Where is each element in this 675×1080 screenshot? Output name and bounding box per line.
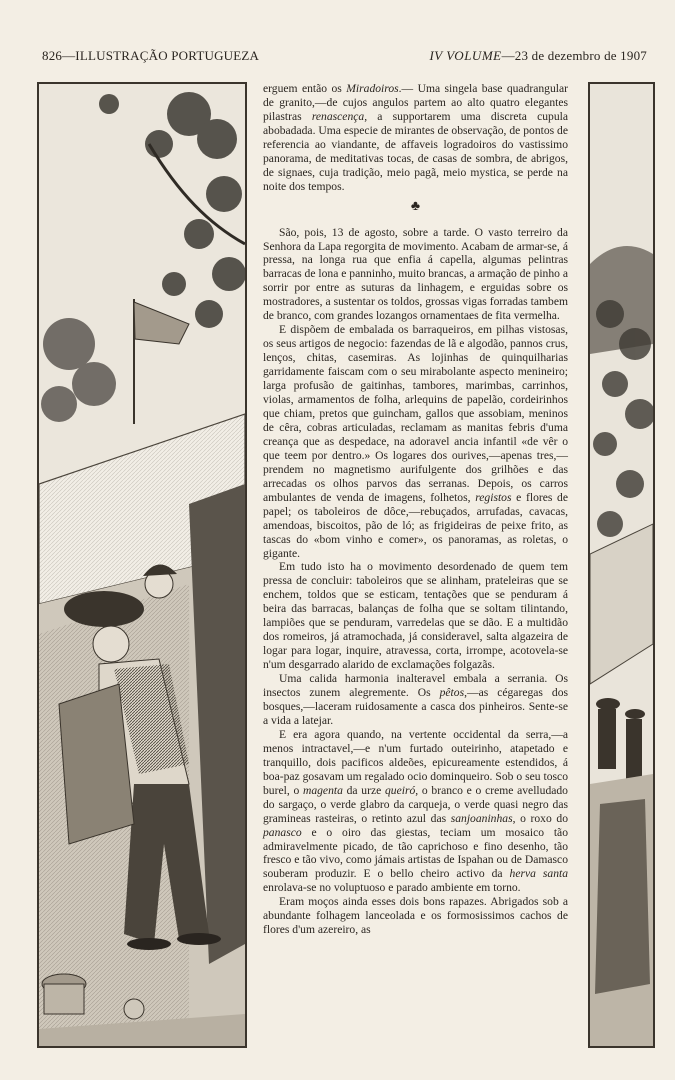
article-paragraph: São, pois, 13 de agosto, sobre a tarde. O vasto terreiro da Senhora da Lapa regorgita de movimento. Acabam de armar-se, á pressa, na longa rua que enfia á capella, algumas pelintras barracas de lona e panninho, muito brancas, a armação de pinho a sorrir por entre as suturas da linhagem, e erguidas sobre os mostradores, a sustentar os toldos, grossas vigas forradas tambem de branco, com grandes lozangos ornamentaes de fita vermelha. [263, 225, 568, 323]
header-volume: IV VOLUME [429, 48, 502, 63]
article-paragraph: Eram moços ainda esses dois bons rapazes. Abrigados sob a abundante folhagem lanceolada e os formosissimos cachos de flores d'um azereiro, as [263, 895, 568, 937]
article-text-column [263, 82, 568, 937]
fair-stall-illustration-image [39, 84, 245, 1046]
article-paragraph: E era agora quando, na vertente occidental da serra,—a menos intractavel,—e n'um furtado outeirinho, atapetado e tranquillo, dois pacificos aldeões, epicureamente estendidos, á boa-paz gosavam um regalado ocio dominqueiro. Sob o seu tosco burel, o magenta da urze queiró, o branco e o creme avelludado do sargaço, o verde glabro da carqueja, o verde quasi negro das gramineas rasteiras, o retinto azul das sanjoaninhas, o roxo do panasco e o oiro das giestas, teciam um mosaico tão admiravelmente picado, de tão caprichoso e fino desenho, tão fresco e tão vivo, como jámais artistas de Ispahan ou de Damasco souberam produzir. E o bello cheiro activo da herva santa enrolava-se no voluptuoso e parado ambiente em torno. [263, 727, 569, 895]
right-illustration [588, 82, 655, 1048]
article-paragraph: E dispõem de embalada os barraqueiros, em pilhas vistosas, os seus artigos de negocio: fazendas de lã e algodão, pannos crus, lenços, chitas, casemiras. As lojinhas de quinquilharias garridamente faiscam com o seu mirabolante aspecto menineiro; larga profusão de gaitinhas, tambores, marimbas, carrinhos, violas, armamentos de folha, arlequins de papelão, cordeirinhos que chiam, pretos que guincham, gallos que assobiam, meninos de cêra, cobras articuladas, reclamam as manitas febris d'uma creança que as despedace, na adoravel ancia infantil «de vêr o que teem por dentro.» Os logares dos ourives,—apenas tres,—prendem no magnetismo aurifulgente dos grilhões e das arrecadas os olhos parvos das serranas. Depois, os carros ambulantes de venda de imagens, folhetos, registos e flores de papel; os taboleiros de dôce,—rebuçados, arrufadas, cavacas, amendoas, biscoitos, pão de ló; as frigideiras de peixe frito, as tascas do «bom vinho e comer», os panoramas, as roletas, o gigante. [263, 323, 569, 560]
club-ornament-icon: ♣ [410, 198, 421, 214]
header-page-title: 826—ILLUSTRAÇÃO PORTUGUEZA [42, 48, 260, 63]
header-date: —23 de dezembro de 1907 [501, 48, 647, 63]
article-paragraph: Em tudo isto ha o movimento desordenado de quem tem pressa de concluir: taboleiros que se alinham, prateleiras que se enchem, toldos que se esticam, tentações que se penduram á beira das barracas, balanças de folha que se soltam tilintando, lampiões que se penduram, varredelas que se dão. E a multidão dos romeiros, já atramochada, já consideravel, salta algazeira de logar para logar, inquire, atravessa, corta, irrompe, acotovela-se n'um desgarrado alarido de exclamações folgazãs. [263, 560, 568, 672]
page-header [42, 48, 647, 70]
article-paragraph: erguem então os Miradoiros.— Uma singela base quadrangular de granito,—de cujos angulos partem ao alto quatro elegantes pilastras renascença, a supportarem uma discreta cupula abobadada. Uma especie de mirantes de observação, de pontos de referencia ao viandante, de affaveis logradoiros do vastissimo panorama, de meditativas tocas, de casas de sombra, de abrigos, de signaes, cuja tradição, meio pagã, meio mystica, se perde na noite dos tempos. [263, 82, 568, 193]
header-volume-date [429, 48, 647, 64]
article-paragraph: Uma calida harmonia inalteravel embala a serrania. Os insectos zunem alegremente. Os pêtos,—as cégaregas dos bosques,—laceram ruidosamente a casca dos pinheiros. Sente-se a vida a latejar. [263, 672, 569, 727]
fair-crowd-illustration-image [590, 84, 653, 1046]
left-illustration [37, 82, 247, 1048]
